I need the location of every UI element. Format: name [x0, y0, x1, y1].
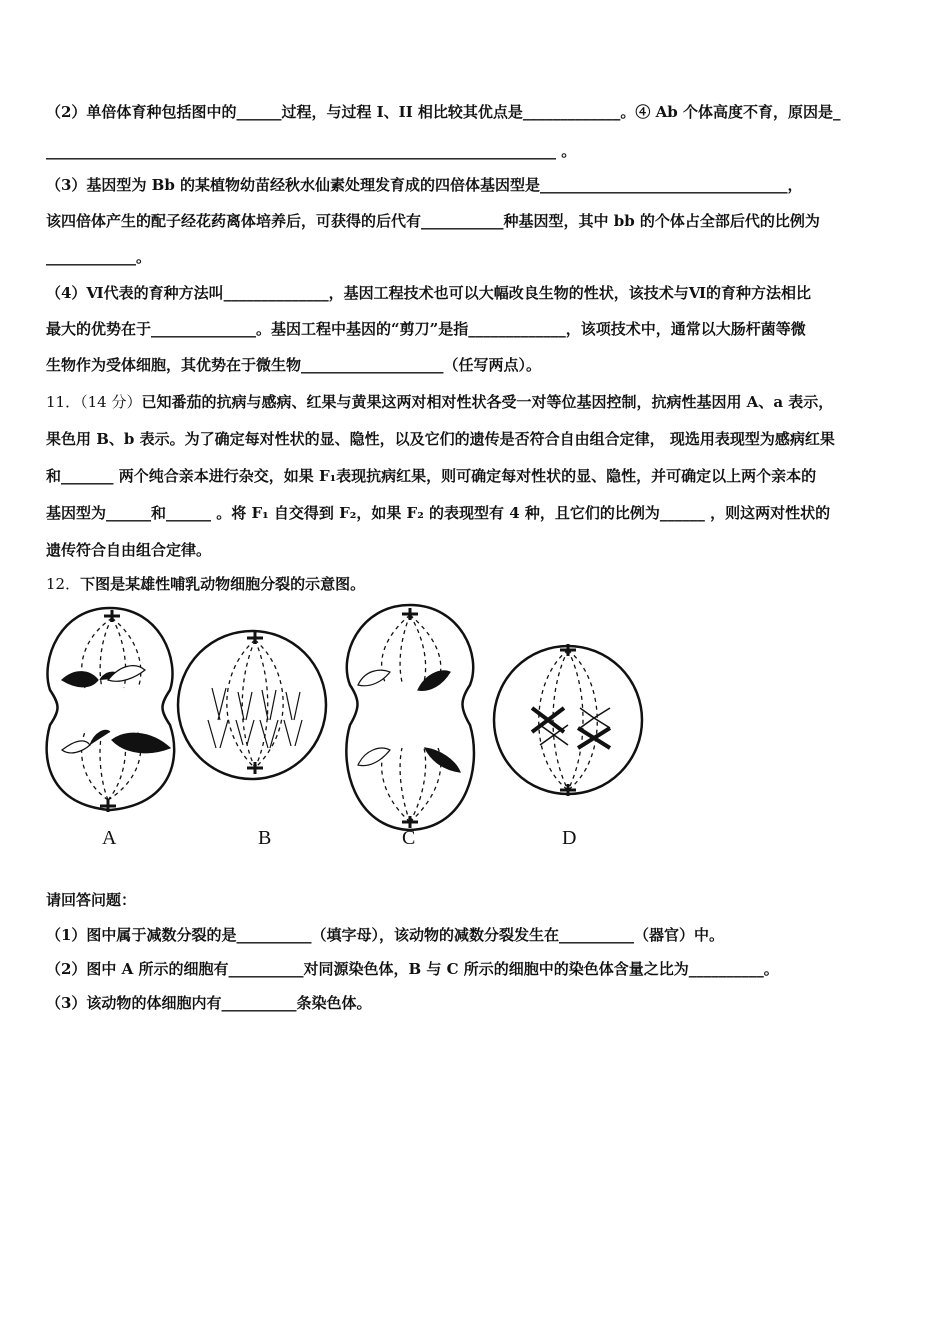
q10-4-line2: 最大的优势在于______________。基因工程中基因的“剪刀”是指_____________，该项技术中，通常以大肠杆菌等微 [46, 320, 806, 338]
q11-text1: 已知番茄的抗病与感病、红果与黄果这两对相对性状各受一对等位基因控制，抗病性基因用 A、a 表示， [141, 393, 834, 411]
q11-number: 11．（14 分） [46, 393, 142, 411]
q10-4-line3: 生物作为受体细胞，其优势在于微生物___________________（任写两点）。 [46, 356, 542, 374]
q12-line1 [46, 574, 365, 594]
figure-label-a: A [102, 827, 117, 849]
q12-2: （2）图中 A 所示的细胞有__________对同源染色体，B 与 C 所示的细胞中的染色体含量之比为__________。 [46, 960, 779, 978]
q11-line2: 果色用 B、b 表示。为了确定每对性状的显、隐性，以及它们的遗传是否符合自由组合定律， 现选用表现型为感病红果 [46, 430, 835, 448]
q11-line1 [46, 392, 833, 412]
q10-3-line2: 该四倍体产生的配子经花药离体培养后，可获得的后代有___________种基因型，其中 bb 的个体占全部后代的比例为 [46, 212, 820, 230]
q11-line4: 基因型为______和______ 。将 F₁ 自交得到 F₂，如果 F₂ 的表现型有 4 种，且它们的比例为______ ，则这两对性状的 [46, 504, 831, 522]
q12-3: （3）该动物的体细胞内有__________条染色体。 [46, 994, 372, 1012]
q10-4-line1: （4）Ⅵ代表的育种方法叫______________，基因工程技术也可以大幅改良生物的性状，该技术与Ⅵ的育种方法相比 [46, 284, 811, 302]
q10-3-line3: ____________。 [46, 248, 152, 266]
q10-3-line1: （3）基因型为 Bb 的某植物幼苗经秋水仙素处理发育成的四倍体基因型是_________________________________， [46, 176, 803, 194]
figure-label-d: D [562, 827, 577, 849]
cell-d-outline [494, 646, 642, 794]
q12-text1: 下图是某雄性哺乳动物细胞分裂的示意图。 [80, 575, 366, 593]
figure-label-c: C [402, 827, 416, 849]
q10-2-line2: ____________________________________________________________________ 。 [46, 142, 577, 160]
cell-a-outline [47, 608, 175, 810]
q12-number: 12． [46, 575, 81, 593]
q12-prompt: 请回答问题： [46, 891, 137, 909]
figure-label-b: B [258, 827, 272, 849]
cell-c-outline [346, 605, 474, 830]
q11-line3: 和_______ 两个纯合亲本进行杂交，如果 F₁表现抗病红果，则可确定每对性状的显、隐性，并可确定以上两个亲本的 [46, 467, 817, 485]
cell-b-outline [178, 631, 326, 779]
cell-division-figure [40, 600, 660, 860]
q12-1: （1）图中属于减数分裂的是__________（填字母），该动物的减数分裂发生在__________（器官）中。 [46, 926, 724, 944]
q10-2-line1: （2）单倍体育种包括图中的______过程，与过程 I、II 相比较其优点是_____________。④ Ab 个体高度不育，原因是_ [46, 103, 841, 121]
q11-line5: 遗传符合自由组合定律。 [46, 541, 212, 559]
